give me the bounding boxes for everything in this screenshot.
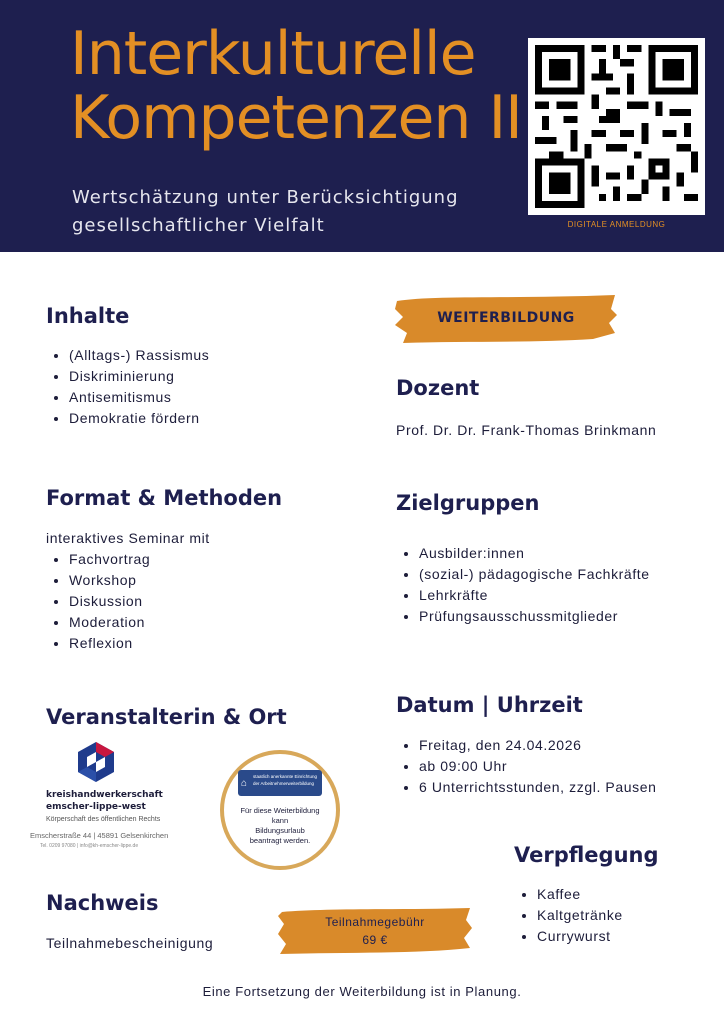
- org-name-line-2: emscher-lippe-west: [46, 802, 146, 812]
- subtitle: [72, 184, 459, 240]
- brush-stroke-icon: [276, 906, 474, 956]
- fee-amount: 69 €: [362, 933, 388, 947]
- fee-label: Teilnahmegebühr: [325, 915, 425, 929]
- list-item: • Kaltgetränke: [537, 905, 623, 926]
- zielgruppen-list: [396, 543, 650, 627]
- org-contact: Tel. 0209 97080 | info@kh-emscher-lippe.de: [40, 843, 139, 849]
- hexagon-logo-icon: [74, 740, 118, 784]
- list-item: • Prüfungsausschussmitglieder: [419, 606, 650, 627]
- title-line-2: Kompetenzen II: [70, 83, 522, 153]
- list-item: • Ausbilder:innen: [419, 543, 650, 564]
- verpflegung-heading: Verpflegung: [514, 843, 659, 867]
- bildungsurlaub-seal: [220, 750, 340, 870]
- org-address: Emscherstraße 44 | 45891 Gelsenkirchen: [30, 831, 169, 840]
- nachweis-heading: Nachweis: [46, 891, 159, 915]
- list-item: • Workshop: [69, 570, 150, 591]
- list-item: • Freitag, den 24.04.2026: [419, 735, 657, 756]
- seal-text-line-3: Bildungsurlaub: [255, 826, 305, 835]
- qr-code-icon: [528, 38, 705, 215]
- fee-badge: [276, 906, 474, 956]
- verpflegung-list: [514, 884, 623, 947]
- list-item: • (Alltags-) Rassismus: [69, 345, 209, 366]
- list-item: • Antisemitismus: [69, 387, 209, 408]
- badge-label: WEITERBILDUNG: [437, 310, 575, 326]
- inhalte-heading: Inhalte: [46, 304, 130, 328]
- list-item: • Demokratie fördern: [69, 408, 209, 429]
- qr-caption: DIGITALE ANMELDUNG: [567, 220, 666, 229]
- page-title: [70, 19, 522, 153]
- seal-text-line-4: beantragt werden.: [249, 836, 311, 845]
- org-name-line-1: kreishandwerkerschaft: [46, 790, 163, 800]
- header-banner: [0, 0, 724, 252]
- inhalte-list: [46, 345, 209, 429]
- org-legal-form: Körperschaft des öffentlichen Rechts: [46, 816, 161, 823]
- list-item: • Lehrkräfte: [419, 585, 650, 606]
- list-item: • Moderation: [69, 612, 150, 633]
- list-item: • (sozial-) pädagogische Fachkräfte: [419, 564, 650, 585]
- list-item: • Currywurst: [537, 926, 623, 947]
- list-item: • Kaffee: [537, 884, 623, 905]
- seal-top-line-2: der Arbeitnehmerweiterbildung: [253, 781, 315, 786]
- qr-code[interactable]: [528, 38, 705, 215]
- dozent-name: Prof. Dr. Dr. Frank-Thomas Brinkmann: [396, 422, 657, 438]
- dozent-heading: Dozent: [396, 376, 480, 400]
- seal-text-line-1: Für diese Weiterbildung: [240, 806, 320, 815]
- datum-list: [396, 735, 657, 798]
- list-item: • 6 Unterrichtsstunden, zzgl. Pausen: [419, 777, 657, 798]
- seal-top-banner: [238, 770, 322, 796]
- seal-text: [224, 806, 336, 846]
- organizer-logo: [28, 736, 168, 851]
- title-line-1: Interkulturelle: [70, 19, 476, 89]
- datum-heading: Datum | Uhrzeit: [396, 693, 583, 717]
- subtitle-line-1: Wertschätzung unter Berücksichtigung: [72, 187, 459, 208]
- format-intro: interaktives Seminar mit: [46, 530, 210, 546]
- zielgruppen-heading: Zielgruppen: [396, 491, 540, 515]
- house-icon: ⌂: [241, 778, 248, 789]
- subtitle-line-2: gesellschaftlicher Vielfalt: [72, 215, 325, 236]
- list-item: • Fachvortrag: [69, 549, 150, 570]
- list-item: • ab 09:00 Uhr: [419, 756, 657, 777]
- list-item: • Reflexion: [69, 633, 150, 654]
- list-item: • Diskriminierung: [69, 366, 209, 387]
- seal-top-line-1: staatlich anerkannte Einrichtung: [253, 774, 318, 779]
- format-heading: Format & Methoden: [46, 486, 283, 510]
- footer-note: Eine Fortsetzung der Weiterbildung ist in Planung.: [202, 984, 522, 999]
- seal-text-line-2: kann: [271, 816, 289, 825]
- nachweis-text: Teilnahmebescheinigung: [46, 935, 214, 951]
- weiterbildung-badge: [393, 293, 619, 345]
- list-item: • Diskussion: [69, 591, 150, 612]
- veranstalterin-heading: Veranstalterin & Ort: [46, 705, 287, 729]
- format-list: [46, 549, 150, 654]
